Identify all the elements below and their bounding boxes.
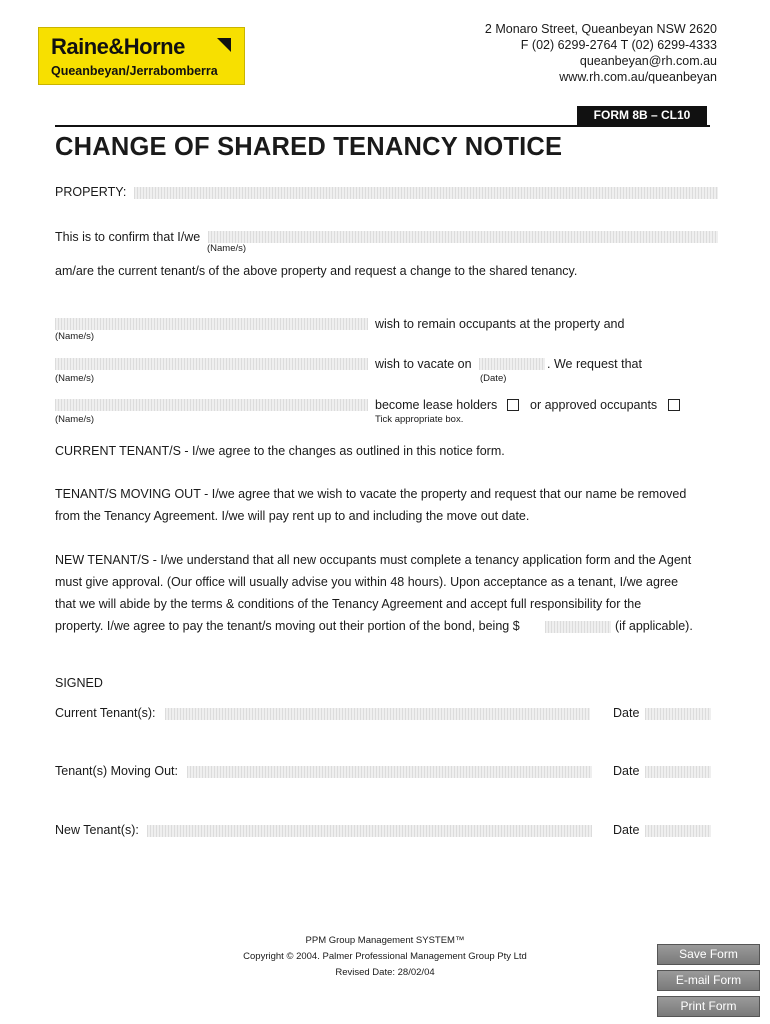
lease-text: become lease holders <box>375 398 498 412</box>
moving-out-statement <box>55 483 727 527</box>
bond-text: property. I/we agree to pay the tenant/s moving out their portion of the bond, being $ <box>55 619 520 633</box>
request-text: . We request that <box>547 357 642 371</box>
sign-new-field[interactable] <box>147 825 592 837</box>
email-form-button[interactable]: E-mail Form <box>657 970 760 991</box>
sign-moving-date-label: Date <box>613 764 640 778</box>
footer-copyright: Copyright © 2004. Palmer Professional Management Group Pty Ltd <box>243 951 527 962</box>
confirm-label: This is to confirm that I/we <box>55 230 201 244</box>
signed-label: SIGNED <box>55 676 103 690</box>
vacate-names-hint: (Name/s) <box>55 373 95 384</box>
new-tenants-statement <box>55 549 727 615</box>
sign-new-label: New Tenant(s): <box>55 823 139 837</box>
lease-names-hint: (Name/s) <box>55 414 95 425</box>
new-tenants-line: must give approval. (Our office will usually advise you within 48 hours). Upon acceptance as a tenant, I/we agree <box>55 575 679 589</box>
property-field[interactable] <box>134 187 718 199</box>
address-phone: F (02) 6299-2764 T (02) 6299-4333 <box>520 38 717 52</box>
form-id-badge: FORM 8B – CL10 <box>577 106 707 125</box>
sign-moving-field[interactable] <box>187 766 592 778</box>
save-form-button[interactable]: Save Form <box>657 944 760 965</box>
office-address <box>485 21 717 85</box>
moving-out-line: TENANT/S MOVING OUT - I/we agree that we wish to vacate the property and request that our name be removed <box>55 487 687 501</box>
moving-out-line: from the Tenancy Agreement. I/we will pay rent up to and including the move out date. <box>55 509 530 523</box>
lease-holders-checkbox[interactable] <box>507 399 519 411</box>
sign-current-field[interactable] <box>165 708 590 720</box>
vacate-date-hint: (Date) <box>480 373 507 384</box>
property-label: PROPERTY: <box>55 185 127 199</box>
new-tenants-line: that we will abide by the terms & conditions of the Tenancy Agreement and accept full responsibility for the <box>55 597 642 611</box>
sign-current-date-field[interactable] <box>645 708 711 720</box>
vacate-text: wish to vacate on <box>375 357 472 371</box>
header-rule <box>55 125 710 127</box>
footer-revised: Revised Date: 28/02/04 <box>335 967 435 978</box>
vacate-date-field[interactable] <box>479 358 545 370</box>
sign-new-date-label: Date <box>613 823 640 837</box>
sign-new-date-field[interactable] <box>645 825 711 837</box>
remain-names-field[interactable] <box>55 318 368 330</box>
logo-brand: Raine&Horne <box>51 34 185 59</box>
logo-flag-icon <box>217 38 231 52</box>
address-email: queanbeyan@rh.com.au <box>579 54 717 68</box>
or-text: or approved occupants <box>530 398 658 412</box>
bond-amount-field[interactable] <box>545 621 611 633</box>
lease-names-field[interactable] <box>55 399 368 411</box>
current-tenants-statement: CURRENT TENANT/S - I/we agree to the changes as outlined in this notice form. <box>55 444 505 458</box>
sign-moving-date-field[interactable] <box>645 766 711 778</box>
address-street: 2 Monaro Street, Queanbeyan NSW 2620 <box>484 22 717 36</box>
print-form-button[interactable]: Print Form <box>657 996 760 1017</box>
footer-system: PPM Group Management SYSTEM™ <box>305 935 465 946</box>
address-web: www.rh.com.au/queanbeyan <box>559 70 717 84</box>
remain-names-hint: (Name/s) <box>55 331 95 342</box>
sign-current-date-label: Date <box>613 706 640 720</box>
approved-occupants-checkbox[interactable] <box>668 399 680 411</box>
confirm-names-hint: (Name/s) <box>207 243 247 254</box>
new-tenants-line: NEW TENANT/S - I/we understand that all new occupants must complete a tenancy application form and the Agent <box>55 553 692 567</box>
raine-horne-logo <box>38 27 245 85</box>
if-applicable-text: (if applicable). <box>615 619 693 633</box>
sign-moving-label: Tenant(s) Moving Out: <box>55 764 178 778</box>
footer <box>0 933 770 981</box>
confirm-names-field[interactable] <box>208 231 718 243</box>
remain-text: wish to remain occupants at the property and <box>375 317 625 331</box>
amare-text: am/are the current tenant/s of the above property and request a change to the shared tenancy. <box>55 264 578 278</box>
sign-current-label: Current Tenant(s): <box>55 706 156 720</box>
logo-location: Queanbeyan/Jerrabomberra <box>51 64 218 78</box>
tick-hint: Tick appropriate box. <box>375 414 464 425</box>
vacate-names-field[interactable] <box>55 358 368 370</box>
page-title: CHANGE OF SHARED TENANCY NOTICE <box>55 133 563 161</box>
